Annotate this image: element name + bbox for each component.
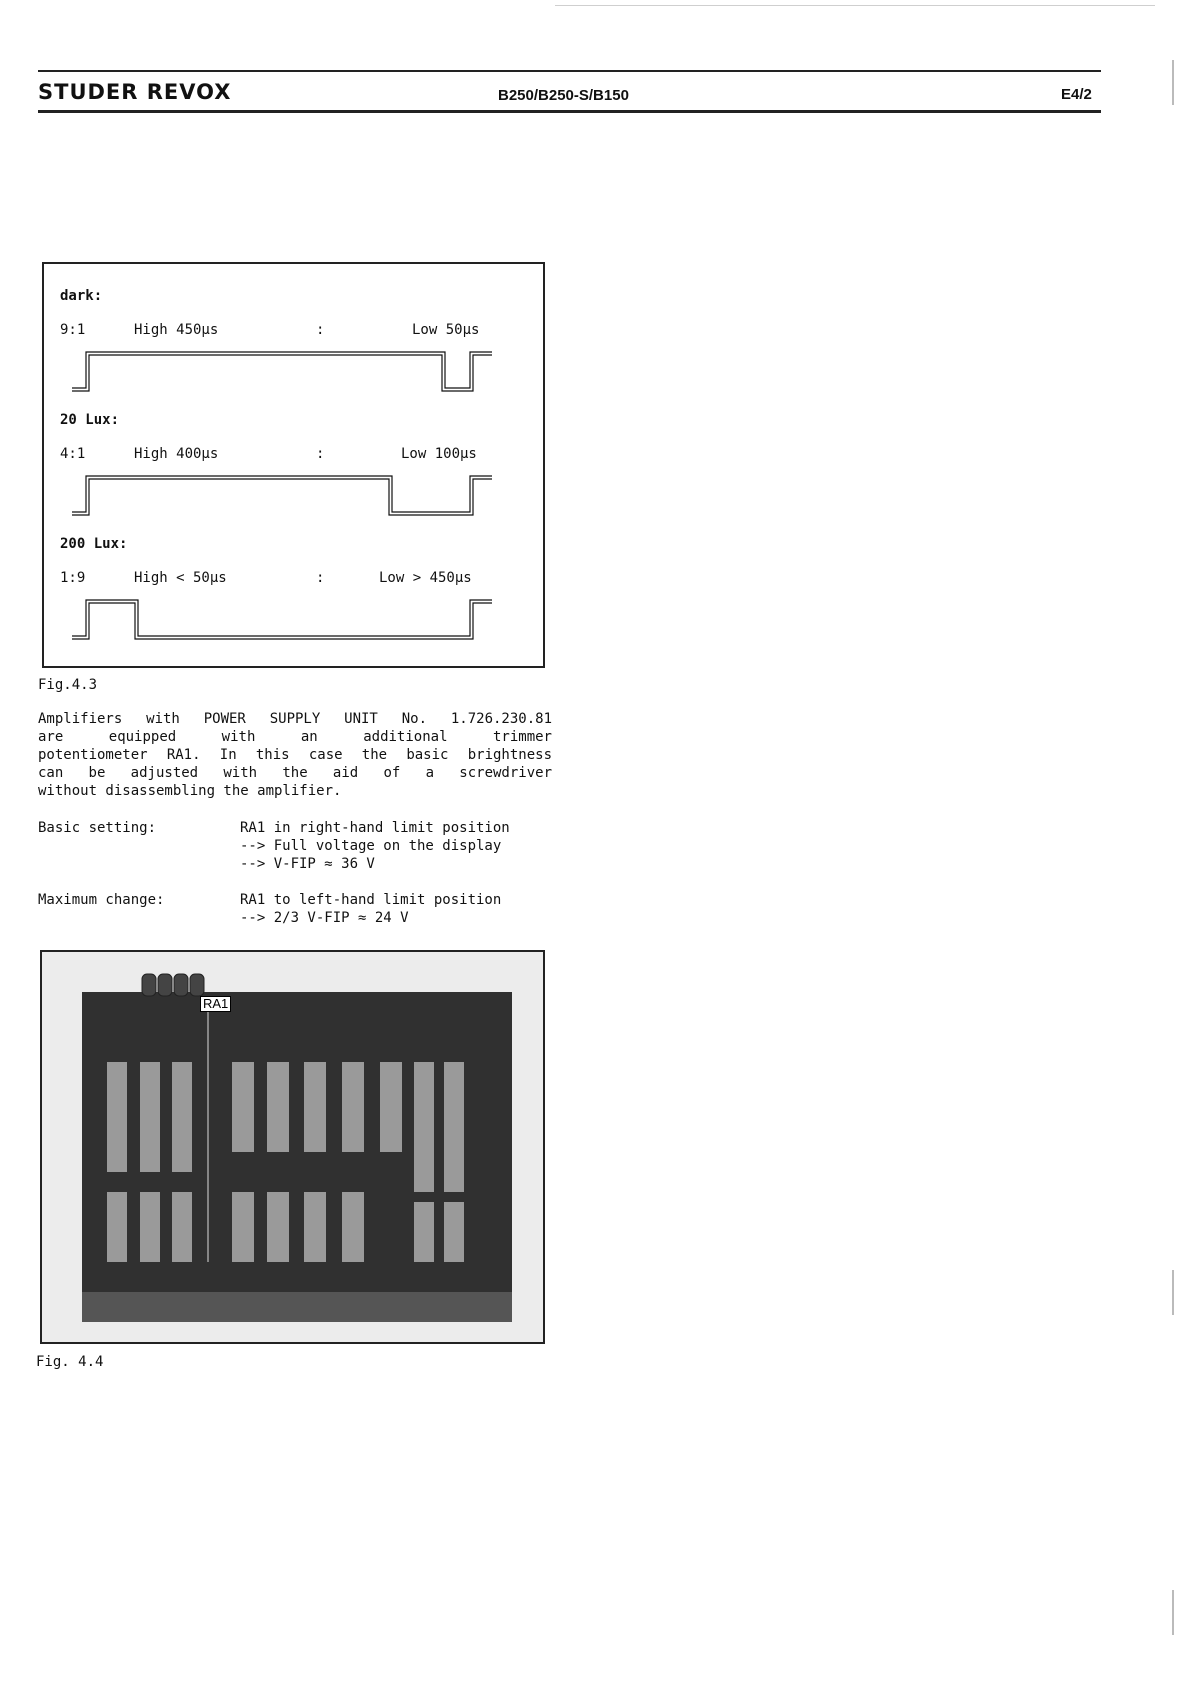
basic-setting-line: RA1 in right-hand limit position — [240, 820, 510, 836]
waveform-200lux-shadow — [72, 603, 492, 639]
sep-200lux: : — [316, 570, 325, 586]
scan-margin-mark — [1172, 60, 1174, 105]
figure-4-3-box — [42, 262, 545, 668]
figure-4-3-caption: Fig.4.3 — [38, 677, 98, 693]
low-20lux: Low 100µs — [401, 446, 477, 462]
maximum-change-line: --> 2/3 V-FIP ≈ 24 V — [240, 910, 409, 926]
model-number: B250/B250-S/B150 — [498, 87, 629, 104]
high-200lux: High < 50µs — [134, 570, 227, 586]
ra1-label: RA1 — [200, 996, 231, 1012]
low-dark: Low 50µs — [412, 322, 480, 338]
ratio-dark: 9:1 — [60, 322, 86, 338]
waveform-diagram — [44, 264, 543, 666]
brand-logo: STUDER REVOX — [38, 80, 232, 104]
figure-4-4-caption: Fig. 4.4 — [36, 1354, 104, 1370]
maximum-change-line: RA1 to left-hand limit position — [240, 892, 502, 908]
paragraph-line: potentiometer RA1. In this case the basic brightness — [38, 747, 552, 763]
ratio-20lux: 4:1 — [60, 446, 86, 462]
waveform-dark-shadow — [72, 355, 492, 391]
scan-margin-mark — [1172, 1590, 1174, 1635]
description-paragraph — [38, 710, 552, 800]
paragraph-line: are equipped with an additional trimmer — [38, 729, 552, 745]
paragraph-line: without disassembling the amplifier. — [38, 783, 342, 799]
sep-dark: : — [316, 322, 325, 338]
ratio-200lux: 1:9 — [60, 570, 86, 586]
basic-setting-line: --> V-FIP ≈ 36 V — [240, 856, 375, 872]
scan-edge-line — [555, 5, 1155, 6]
waveform-20lux-shadow — [72, 479, 492, 515]
paragraph-line: Amplifiers with POWER SUPPLY UNIT No. 1.726.230.81 — [38, 711, 552, 727]
basic-setting-line: --> Full voltage on the display — [240, 838, 502, 854]
section-title-200lux: 200 Lux: — [60, 536, 128, 552]
low-200lux: Low > 450µs — [379, 570, 472, 586]
high-dark: High 450µs — [134, 322, 219, 338]
maximum-change-label: Maximum change: — [38, 892, 165, 908]
section-title-20lux: 20 Lux: — [60, 412, 120, 428]
header-top-rule — [38, 70, 1101, 72]
sep-20lux: : — [316, 446, 325, 462]
section-title-dark: dark: — [60, 288, 103, 304]
scan-margin-mark — [1172, 1270, 1174, 1315]
basic-setting-label: Basic setting: — [38, 820, 157, 836]
waveform-dark — [72, 352, 492, 388]
figure-4-4-photo — [40, 950, 545, 1344]
paragraph-line: can be adjusted with the aid of a screwdriver — [38, 765, 552, 781]
high-20lux: High 400µs — [134, 446, 219, 462]
circuit-board-photo — [42, 952, 543, 1342]
waveform-20lux — [72, 476, 492, 512]
page-number: E4/2 — [1061, 86, 1092, 103]
header-bottom-rule — [38, 110, 1101, 113]
